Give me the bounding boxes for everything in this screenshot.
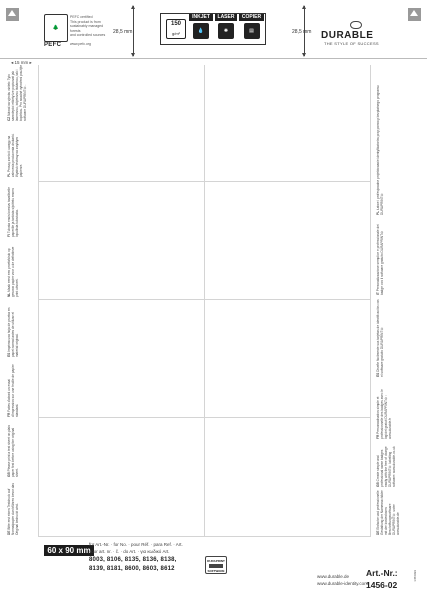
grid-line [370,65,371,537]
pefc-tree-icon: 🌲 [44,14,68,42]
left-instruction-strip [6,65,36,535]
grid-line [38,299,371,300]
durable-logo-icon [350,21,362,29]
grid-line [204,65,205,537]
software-note-es: ES Diseñe fácilmente sus tarjetas de identificación con el software gratuito DURAPRINT® [376,299,384,377]
brand-name: DURABLE [321,30,374,41]
dimension-arrow-left [133,6,134,56]
article-number-label: Art.-Nr.: [366,568,398,578]
feed-arrow-icon [408,8,421,21]
duraprint-software-icon: DURAPRINT SOFTWARE [205,556,227,574]
art-for-label: für Art.-Nr. · for No. · pour Réf. · para Ref. · Art. [89,542,183,547]
label-size: 60 x 90 mm [44,545,94,556]
software-note-it: IT Personalizzazione semplice e professionale dei badge con il software gratuito DURAPRINT® [376,224,384,295]
pefc-label: PEFC [44,42,62,48]
website-identity: www.durable-identity.com [317,581,368,586]
instruction-cz: CZ Návod na výrobu vizitek: Tyto samolepící etikety lze popisovat jak laserovou, inkjetovou tiskárnou, tak i kopírkou. Pro snadné vytvoření použijte software DURAPRINT®. [7,65,27,121]
instruction-pl: PL Proszę zwrócić uwagę na zalecenia producenta drukarki. Wydruk testowy na zwykłym papierze. [7,133,23,177]
media-badges [160,13,266,45]
instruction-gb: GB Please print a test sheet on plain paper first before using the original sheet. [7,425,19,477]
brand-tagline: THE STYLE OF SUCCESS [324,41,379,46]
software-note-fr: FR Personnalisation simple et professionnelle des badges avec le logiciel gratuit DURAPRINT®: www.durable.fr [376,389,392,439]
compatible-articles-2: 8139, 8181, 8600, 8603, 8612 [89,566,175,572]
art-for-label-2: voor art. nr. · č. · do Art. · για κωδικό Art. [89,549,170,554]
article-number: 1456-02 [366,580,398,590]
grid-line [38,417,371,418]
instruction-es: ES Imprima una hoja de prueba en papel normal antes de utilizar el material original. [7,307,19,357]
software-note-de: DE Einfache und professionelle Gestaltung der Namensschilder mit der kostenlosen Beschriftungssoftware DURAPRINT® unter www.durable.de [376,490,400,535]
laser-badge: LASER ✺ [215,14,237,44]
copier-icon: ▤ [244,23,260,39]
ink-drop-icon: 💧 [193,23,209,39]
inkjet-badge: INKJET 💧 [189,14,213,44]
copier-badge: COPIER ▤ [239,14,264,44]
instruction-nl: NL Maak eerst een proefafdruk op gewoon papier voor u de definitieve print uitvoert. [7,246,19,297]
website-de: www.durable.de [317,574,350,579]
label-grid [38,65,371,537]
print-code: 1456999 [413,570,417,582]
top-margin-line [0,58,427,59]
right-instruction-strip [374,65,420,535]
instruction-fi: FI Tulosta ensin koesivu tavalliselle paperille ja tarkista sijoittelu ennen lopullista tulostusta. [7,187,19,237]
compatible-articles-1: 8003, 8106, 8135, 8136, 8138, [89,557,177,563]
paper-weight-badge [165,14,187,44]
dimension-label-right: 28,5 mm [292,29,312,35]
pefc-info: PEFC certified This product is from sustainably managed forests and controlled sources www.pefc.org [70,15,106,46]
grid-line [38,181,371,182]
dimension-label-left: 28,5 mm [113,29,133,35]
software-note-gb: GB Create simple and professional name badges easily with the free of charge DURAPRINT® labelling software: www.durable.co.uk [376,446,396,487]
instruction-de: DE Bitte erst einen Testdruck auf Normalpapier durchführen bevor das Original bedruckt wird. [7,483,19,535]
instruction-fr: FR Faites d'abord un essai d'impression sur une feuille de papier standard. [7,364,19,417]
laser-icon: ✺ [218,23,234,39]
grid-line [38,65,39,537]
paper-weight-icon: 150 g/m² [166,19,186,39]
software-note-pl: PL Łatwe i profesjonalne projektowanie identyfikatorów przy pomocy bezpłatnego programu DURAPRINT® [376,85,384,215]
margin-label: ◂ 15 mm ▸ [11,60,32,65]
feed-arrow-icon [6,8,19,21]
grid-line [38,536,371,537]
